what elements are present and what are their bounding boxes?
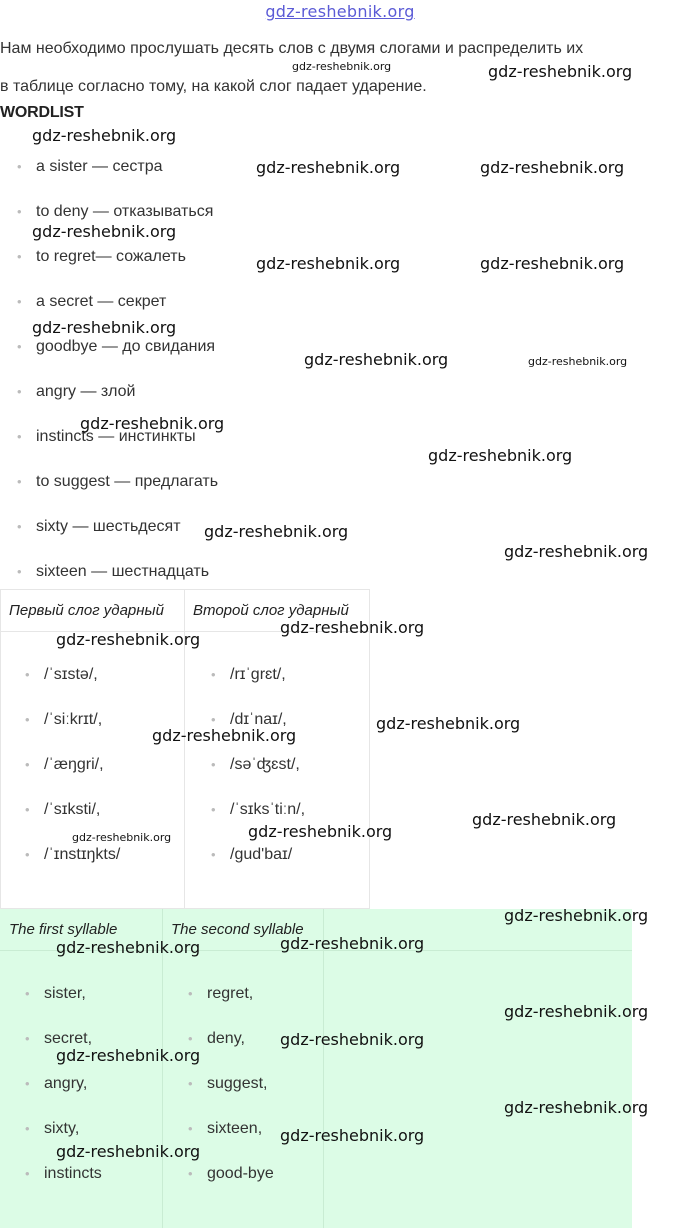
- list-item: • secret,: [44, 1030, 92, 1048]
- list-item: • to regret— сожалеть: [36, 248, 186, 266]
- list-item: • /ˈæŋgri/,: [44, 756, 104, 774]
- list-item: • deny,: [207, 1030, 245, 1048]
- watermark: gdz-reshebnik.org: [504, 906, 649, 925]
- list-item: • to deny — отказываться: [36, 203, 213, 221]
- watermark: gdz-reshebnik.org: [504, 542, 649, 561]
- watermark: gdz-reshebnik.org: [480, 254, 625, 273]
- wordlist-heading: WORDLIST: [0, 104, 84, 121]
- list-item: • angry,: [44, 1075, 87, 1093]
- list-item: • /ˈɪnstɪŋkts/: [44, 846, 120, 864]
- watermark: gdz-reshebnik.org: [504, 1002, 649, 1021]
- watermark: gdz-reshebnik.org: [152, 726, 297, 745]
- watermark: gdz-reshebnik.org: [280, 1030, 425, 1049]
- watermark: gdz-reshebnik.org: [80, 414, 225, 433]
- list-item: • /rɪˈgrɛt/,: [230, 666, 286, 684]
- list-item: • /ˈsɪksˈtiːn/,: [230, 801, 305, 819]
- watermark: gdz-reshebnik.org: [504, 1098, 649, 1117]
- list-item: • /dɪˈnaɪ/,: [230, 711, 287, 729]
- list-item: • /gud'baɪ/: [230, 846, 292, 864]
- list-item: • /ˈsɪstə/,: [44, 666, 98, 684]
- watermark: gdz-reshebnik.org: [528, 355, 628, 368]
- watermark: gdz-reshebnik.org: [32, 126, 177, 145]
- list-item: • sixteen,: [207, 1120, 262, 1138]
- watermark: gdz-reshebnik.org: [204, 522, 349, 541]
- watermark: gdz-reshebnik.org: [280, 618, 425, 637]
- table-header-second-syllable: The second syllable: [171, 921, 304, 938]
- list-item: • /səˈʤɛst/,: [230, 756, 300, 774]
- list-item: • /ˈsiːkrɪt/,: [44, 711, 102, 729]
- watermark: gdz-reshebnik.org: [292, 60, 392, 73]
- watermark: gdz-reshebnik.org: [304, 350, 449, 369]
- list-item: • a secret — секрет: [36, 293, 166, 311]
- watermark: gdz-reshebnik.org: [280, 1126, 425, 1145]
- list-item: • instincts — инстинкты: [36, 428, 196, 446]
- watermark: gdz-reshebnik.org: [56, 1142, 201, 1161]
- list-item: • sixty — шестьдесят: [36, 518, 181, 536]
- site-title-link[interactable]: gdz-reshebnik.org: [265, 2, 415, 21]
- watermark: gdz-reshebnik.org: [72, 831, 172, 844]
- watermark: gdz-reshebnik.org: [56, 630, 201, 649]
- watermark: gdz-reshebnik.org: [256, 254, 401, 273]
- watermark: gdz-reshebnik.org: [428, 446, 573, 465]
- intro-line-1: Нам необходимо прослушать десять слов с двумя слогами и распределить их: [0, 40, 584, 57]
- list-item: • /ˈsɪksti/,: [44, 801, 100, 819]
- watermark: gdz-reshebnik.org: [376, 714, 521, 733]
- list-item: • sixty,: [44, 1120, 79, 1138]
- watermark: gdz-reshebnik.org: [472, 810, 617, 829]
- list-item: • suggest,: [207, 1075, 267, 1093]
- list-item: • regret,: [207, 985, 253, 1003]
- watermark: gdz-reshebnik.org: [32, 318, 177, 337]
- list-item: • to suggest — предлагать: [36, 473, 218, 491]
- watermark: gdz-reshebnik.org: [56, 938, 201, 957]
- watermark: gdz-reshebnik.org: [280, 934, 425, 953]
- watermark: gdz-reshebnik.org: [32, 222, 177, 241]
- table-divider: [323, 909, 324, 1228]
- table-header-first-stressed: Первый слог ударный: [9, 602, 164, 619]
- list-item: • good-bye: [207, 1165, 274, 1183]
- list-item: • instincts: [44, 1165, 102, 1183]
- watermark: gdz-reshebnik.org: [56, 1046, 201, 1065]
- list-item: • goodbye — до свидания: [36, 338, 215, 356]
- watermark: gdz-reshebnik.org: [480, 158, 625, 177]
- table-header-first-syllable: The first syllable: [9, 921, 118, 938]
- intro-line-2: в таблице согласно тому, на какой слог падает ударение.: [0, 78, 427, 95]
- table-header-second-stressed: Второй слог ударный: [193, 602, 349, 619]
- list-item: • a sister — сестра: [36, 158, 162, 176]
- watermark: gdz-reshebnik.org: [488, 62, 633, 81]
- list-item: • sixteen — шестнадцать: [36, 563, 209, 581]
- list-item: • angry — злой: [36, 383, 135, 401]
- list-item: • sister,: [44, 985, 86, 1003]
- watermark: gdz-reshebnik.org: [256, 158, 401, 177]
- watermark: gdz-reshebnik.org: [248, 822, 393, 841]
